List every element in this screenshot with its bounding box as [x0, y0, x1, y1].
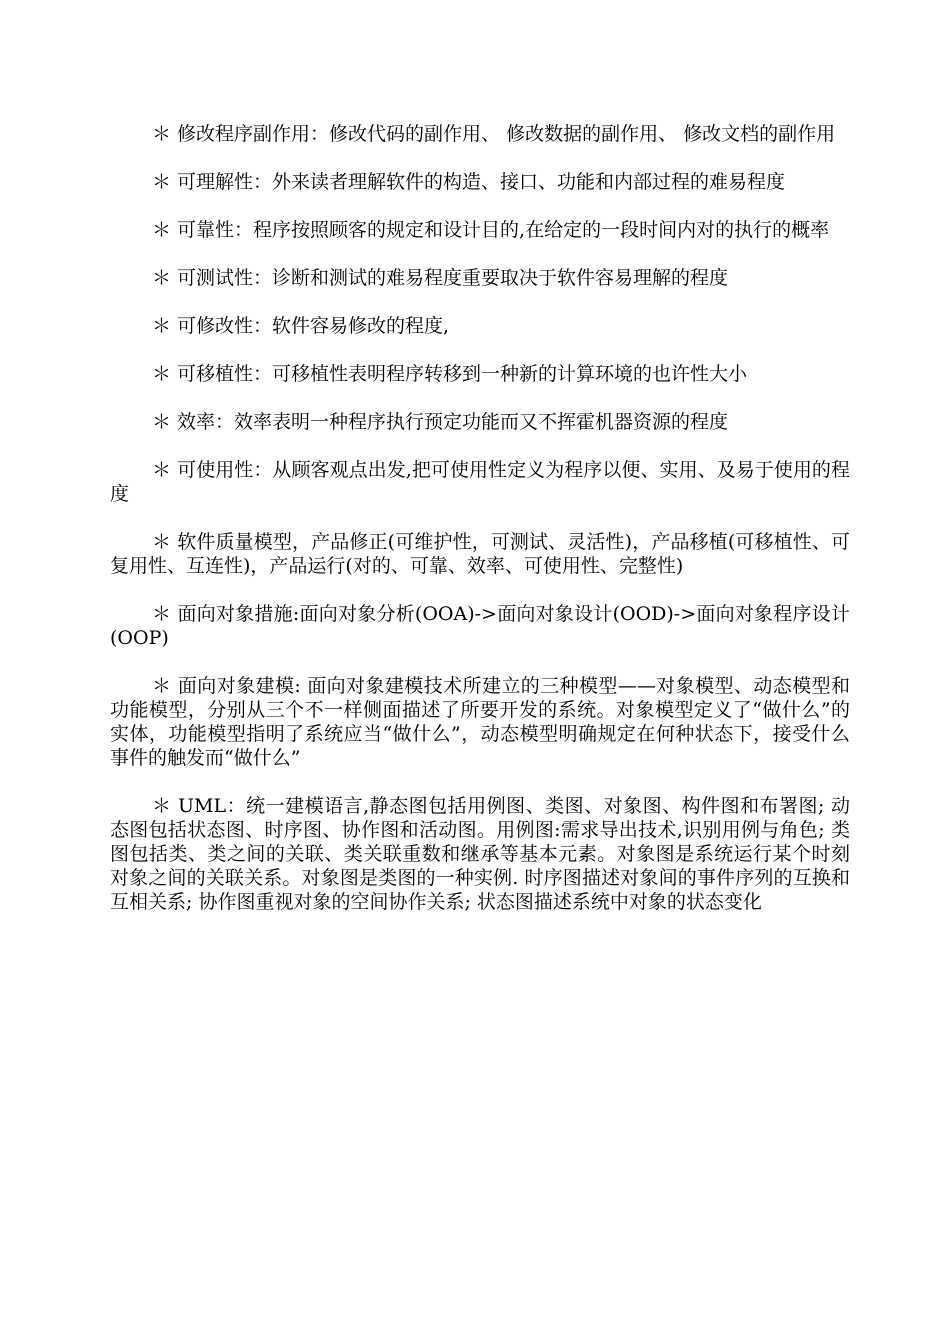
paragraph-side-effects: ＊ 修改程序副作用：修改代码的副作用、 修改数据的副作用、 修改文档的副作用	[152, 123, 836, 145]
paragraph-uml: ＊ UML：统一建模语言,静态图包括用例图、类图、对象图、构件图和布署图; 动态图包括状态图、时序图、协作图和活动图。用例图:需求导出技术,识别用例与角色; 类图包括类、类之间的关联、类关联重数和继承等基本元素。对象图是系统运行某个时刻对象之间的关联关系。对象图是类图的一种实例. 时序图描述对象间的事件序列的互换和互相关系; 协作图重视对象的空间协作关系; 状态图描述系统中对象的状态变化	[110, 795, 850, 913]
paragraph-oo-methods: ＊ 面向对象措施:面向对象分析(OOA)->面向对象设计(OOD)->面向对象程序设计(OOP)	[110, 603, 850, 649]
document-page	[110, 122, 850, 938]
paragraph-testability: ＊ 可测试性：诊断和测试的难易程度重要取决于软件容易理解的程度	[152, 267, 729, 289]
paragraph-portability: ＊ 可移植性：可移植性表明程序转移到一种新的计算环境的也许性大小	[152, 363, 748, 385]
paragraph-reliability: ＊ 可靠性：程序按照顾客的规定和设计目的,在给定的一段时间内对的执行的概率	[152, 219, 830, 241]
paragraph-modifiability: ＊ 可修改性：软件容易修改的程度,	[152, 315, 450, 337]
paragraph-efficiency: ＊ 效率：效率表明一种程序执行预定功能而又不挥霍机器资源的程度	[152, 411, 729, 433]
paragraph-oo-modeling: ＊ 面向对象建模: 面向对象建模技术所建立的三种模型——对象模型、动态模型和功能模型，分别从三个不一样侧面描述了所要开发的系统。对象模型定义了“做什么”的实体，功能模型指明了系统应当“做什么”，动态模型明确规定在何种状态下，接受什么事件的触发而“做什么”	[110, 675, 850, 769]
paragraph-understandability: ＊ 可理解性：外来读者理解软件的构造、接口、功能和内部过程的难易程度	[152, 171, 786, 193]
paragraph-usability: ＊ 可使用性：从顾客观点出发,把可使用性定义为程序以便、实用、及易于使用的程度	[110, 459, 850, 505]
paragraph-quality-model: ＊ 软件质量模型，产品修正(可维护性，可测试、灵活性)，产品移植(可移植性、可复用性、互连性)，产品运行(对的、可靠、效率、可使用性、完整性)	[110, 531, 850, 577]
